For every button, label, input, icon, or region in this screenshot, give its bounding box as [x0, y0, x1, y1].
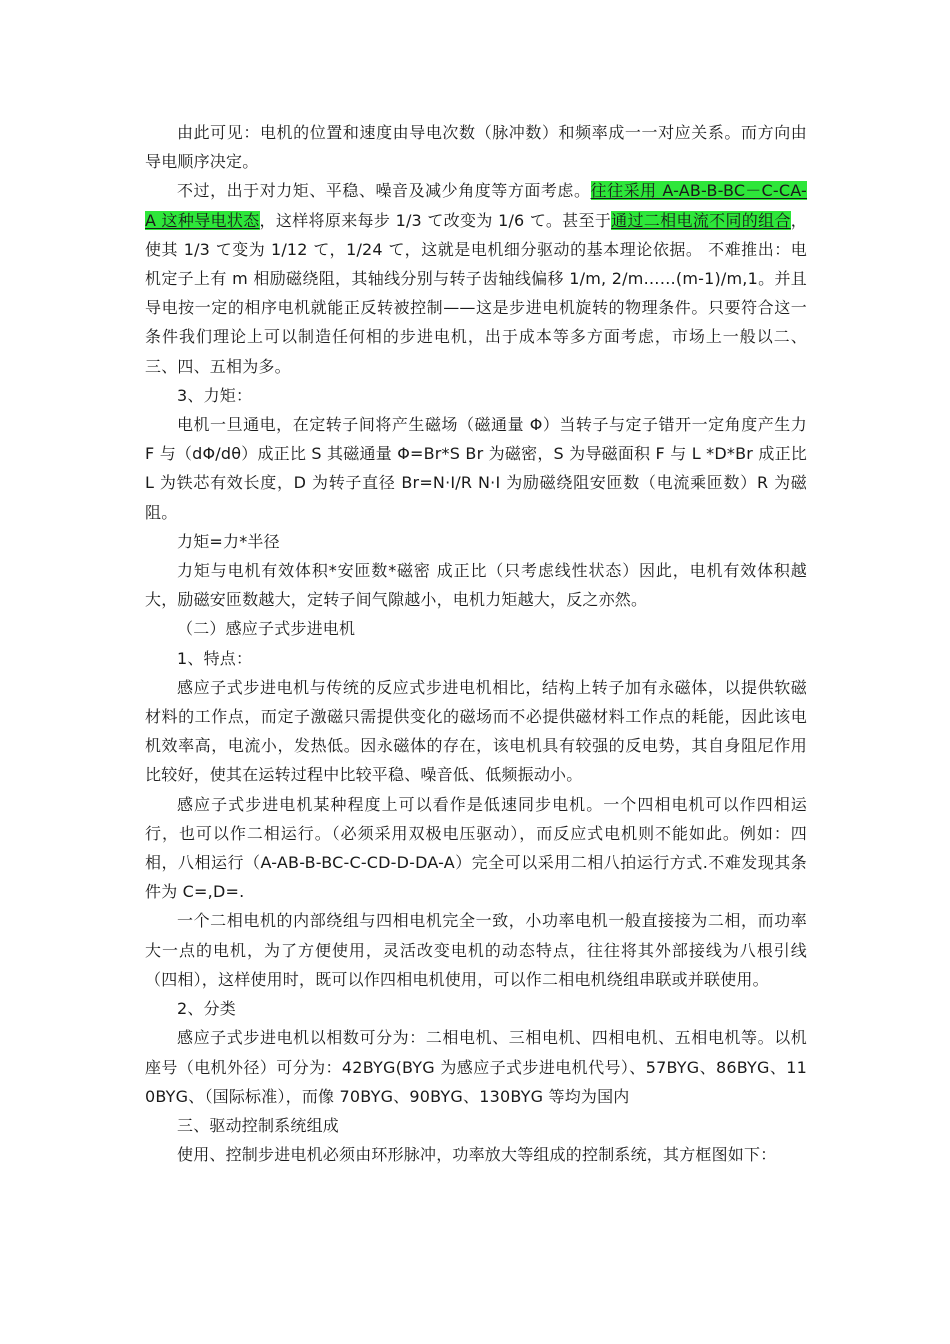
paragraph-torque-formula: 力矩=力*半径 — [177, 531, 280, 551]
paragraph-segment: ，使其 1/3 て变为 1/12 て，1/24 て，这就是电机细分驱动的基本理论依据。 不难推出：电机定子上有 m 相励磁绕阻，其轴线分别与转子齿轴线偏移 1/m, 2/m……(m-1)/m,1。并且导电按一定的相序电机就能正反转被控制——这是步进电机旋转的物理条件。只要符合这一条件我们理论上可以制造任何相的步进电机，出于成本等多方面考虑，市场上一般以二、三、四、五相为多。 — [145, 210, 807, 376]
paragraph-torque-proportional: 力矩与电机有效体积*安匝数*磁密 成正比（只考虑线性状态）因此，电机有效体积越大，励磁安匝数越大，定转子间气隙越小，电机力矩越大，反之亦然。 — [145, 561, 807, 610]
paragraph-classification: 感应子式步进电机以相数可分为：二相电机、三相电机、四相电机、五相电机等。以机座号（电机外径）可分为：42BYG(BYG 为感应子式步进电机代号）、57BYG、86BYG、110BYG、（国际标准），而像 70BYG、90BYG、130BYG 等均为国内 — [145, 1028, 807, 1106]
heading-classification: 2、分类 — [177, 999, 236, 1019]
paragraph-drive-control: 使用、控制步进电机必须由环形脉冲，功率放大等组成的控制系统，其方框图如下： — [177, 1145, 777, 1165]
paragraph-conduction-state — [145, 176, 807, 380]
document-page — [145, 118, 807, 1169]
paragraph-torque-physics: 电机一旦通电，在定转子间将产生磁场（磁通量 Φ）当转子与定子错开一定角度产生力 F 与（dΦ/dθ）成正比 S 其磁通量 Φ=Br*S Br 为磁密，S 为导磁面积 F 与 L *D*Br 成正比 L 为铁芯有效长度，D 为转子直径 Br=N·I/R N·I 为励磁绕阻安匝数（电流乘匝数）R 为磁阻。 — [145, 415, 807, 522]
heading-inductor-stepper: （二）感应子式步进电机 — [177, 619, 356, 639]
highlighted-two-phase-combination: 通过二相电流不同的组合 — [611, 210, 791, 230]
paragraph-position-speed: 由此可见：电机的位置和速度由导电次数（脉冲数）和频率成一一对应关系。而方向由导电顺序决定。 — [145, 123, 807, 172]
paragraph-segment: 不过，出于对力矩、平稳、噪音及减少角度等方面考虑。 — [177, 181, 591, 201]
paragraph-two-phase-windings: 一个二相电机的内部绕组与四相电机完全一致，小功率电机一般直接接为二相，而功率大一点的电机，为了方便使用，灵活改变电机的动态特点，往往将其外部接线为八根引线（四相），这样使用时，既可以作四相电机使用，可以作二相电机绕组串联或并联使用。 — [145, 911, 807, 989]
heading-torque: 3、力矩： — [177, 385, 253, 405]
paragraph-synchronous: 感应子式步进电机某种程度上可以看作是低速同步电机。一个四相电机可以作四相运行，也可以作二相运行。（必须采用双极电压驱动），而反应式电机则不能如此。例如：四相，八相运行（A-AB-B-BC-C-CD-D-DA-A）完全可以采用二相八拍运行方式.不难发现其条件为 C=,D=. — [145, 794, 807, 902]
paragraph-segment: ，这样将原来每步 1/3 て改变为 1/6 て。甚至于 — [259, 210, 612, 230]
heading-drive-control: 三、驱动控制系统组成 — [177, 1115, 340, 1135]
paragraph-features: 感应子式步进电机与传统的反应式步进电机相比，结构上转子加有永磁体，以提供软磁材料的工作点，而定子激磁只需提供变化的磁场而不必提供磁材料工作点的耗能，因此该电机效率高，电流小，发热低。因永磁体的存在，该电机具有较强的反电势，其自身阻尼作用比较好，使其在运转过程中比较平稳、噪音低、低频振动小。 — [145, 677, 807, 785]
heading-features: 1、特点： — [177, 648, 253, 668]
highlighted-conduction-sequence: 往往采用 A-AB-B-BC－C-CA-A 这种导电状态 — [145, 181, 807, 230]
